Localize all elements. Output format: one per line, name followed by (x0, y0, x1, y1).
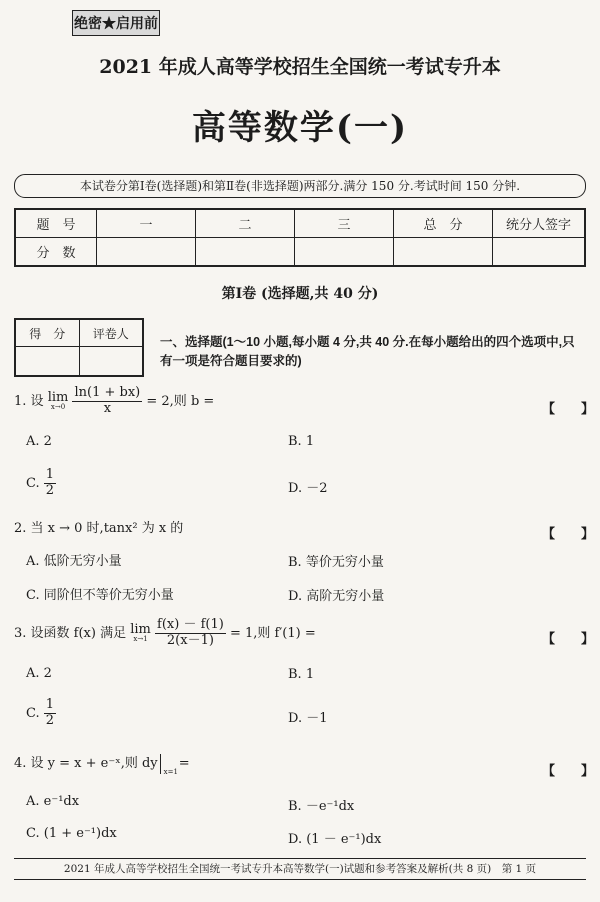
grade-cell-total: 总 分 (394, 209, 493, 238)
exam-instructions: 本试卷分第Ⅰ卷(选择题)和第Ⅱ卷(非选择题)两部分.满分 150 分.考试时间 150 分钟. (14, 174, 586, 198)
grade-cell-empty (196, 238, 295, 267)
score-box-score-label: 得 分 (15, 319, 79, 347)
grade-cell-empty (295, 238, 394, 267)
fraction-numerator: f(x) － f(1) (157, 617, 224, 632)
q4-option-c[interactable]: C. (1 + e⁻¹)dx (26, 826, 117, 841)
score-box-empty (15, 347, 79, 377)
grade-cell-label: 题 号 (15, 209, 97, 238)
q4-option-b[interactable]: B. －e⁻¹dx (288, 799, 355, 814)
confidential-stamp: 绝密★启用前 (72, 10, 160, 36)
question-1 (14, 386, 214, 417)
grade-cell-signature: 统分人签字 (493, 209, 586, 238)
question-4-suffix: = (174, 756, 190, 771)
section-description: 一、选择题(1～10 小题,每小题 4 分,共 40 分.在每小题给出的四个选项中,只有一项是符合题目要求的) (160, 335, 575, 368)
grade-cell-part2: 二 (196, 209, 295, 238)
question-2: 2. 当 x → 0 时,tanx² 为 x 的 (14, 521, 184, 536)
grade-cell-empty (394, 238, 493, 267)
exam-title: 2021 年成人高等学校招生全国统一考试专升本 (99, 56, 501, 78)
grade-cell-part1: 一 (97, 209, 196, 238)
evaluation-subscript: x=1 (163, 767, 178, 776)
limit-operator: lim x→0 (47, 390, 69, 412)
fraction-denominator: x (103, 400, 112, 416)
question-4-prefix: 4. 设 y = x + e⁻ˣ,则 dy (14, 756, 158, 771)
question-1-fraction (72, 386, 142, 417)
grade-cell-empty (493, 238, 586, 267)
question-3-prefix: 3. 设函数 f(x) 满足 (14, 625, 127, 641)
q2-option-c[interactable]: C. 同阶但不等价无穷小量 (26, 588, 174, 603)
option-c-fraction (44, 468, 56, 499)
limit-subscript: x→0 (50, 403, 66, 412)
grade-table (14, 208, 586, 267)
q4-option-d[interactable]: D. (1 － e⁻¹)dx (288, 832, 382, 847)
q2-option-d[interactable]: D. 高阶无穷小量 (288, 589, 385, 604)
answer-bracket: 【 】 (542, 402, 595, 417)
option-c-label: C. (26, 705, 40, 721)
question-3-suffix: = 1,则 f′(1) = (225, 625, 316, 641)
option-c-label: C. (26, 475, 40, 491)
fraction-numerator: ln(1 + bx) (74, 385, 141, 400)
q1-option-d[interactable]: D. －2 (288, 481, 328, 496)
subject-title: 高等数学(一) (191, 108, 409, 148)
q1-option-a[interactable]: A. 2 (26, 434, 52, 449)
q2-option-b[interactable]: B. 等价无穷小量 (288, 555, 384, 570)
page-footer: 2021 年成人高等学校招生全国统一考试专升本高等数学(一)试题和参考答案及解析(共 8 页) 第 1 页 (14, 858, 586, 880)
fraction-denominator: 2 (45, 482, 55, 498)
score-box-grader-label: 评卷人 (79, 319, 143, 347)
q3-option-a[interactable]: A. 2 (26, 666, 52, 681)
fraction-numerator: 1 (45, 467, 55, 482)
evaluation-bar (160, 754, 178, 776)
question-3 (14, 618, 316, 649)
q4-option-a[interactable]: A. e⁻¹dx (26, 794, 80, 809)
limit-subscript: x→1 (133, 635, 148, 644)
fraction-denominator: 2 (45, 712, 55, 728)
question-4 (14, 752, 190, 774)
q1-option-c[interactable] (26, 468, 56, 499)
grade-cell-score-label: 分 数 (15, 238, 97, 267)
question-3-fraction (155, 618, 226, 649)
answer-bracket: 【 】 (542, 764, 595, 779)
answer-bracket: 【 】 (542, 632, 595, 647)
q3-option-c[interactable] (26, 698, 56, 729)
grade-cell-part3: 三 (295, 209, 394, 238)
grade-table-header-row (15, 209, 585, 238)
fraction-denominator: 2(x－1) (166, 632, 214, 648)
part-title: 第Ⅰ卷 (选择题,共 40 分) (221, 286, 379, 302)
grade-table-score-row (15, 238, 585, 267)
score-box (14, 318, 144, 377)
limit-operator: lim x→1 (130, 622, 151, 644)
q3-option-b[interactable]: B. 1 (288, 667, 315, 682)
q1-option-b[interactable]: B. 1 (288, 434, 315, 449)
q2-option-a[interactable]: A. 低阶无穷小量 (26, 554, 122, 569)
option-c-fraction (44, 698, 56, 729)
question-1-prefix: 1. 设 (14, 393, 44, 409)
answer-bracket: 【 】 (542, 527, 595, 542)
fraction-numerator: 1 (45, 697, 55, 712)
grade-cell-empty (97, 238, 196, 267)
score-box-empty (79, 347, 143, 377)
q3-option-d[interactable]: D. －1 (288, 711, 328, 726)
question-1-suffix: = 2,则 b = (142, 393, 215, 409)
